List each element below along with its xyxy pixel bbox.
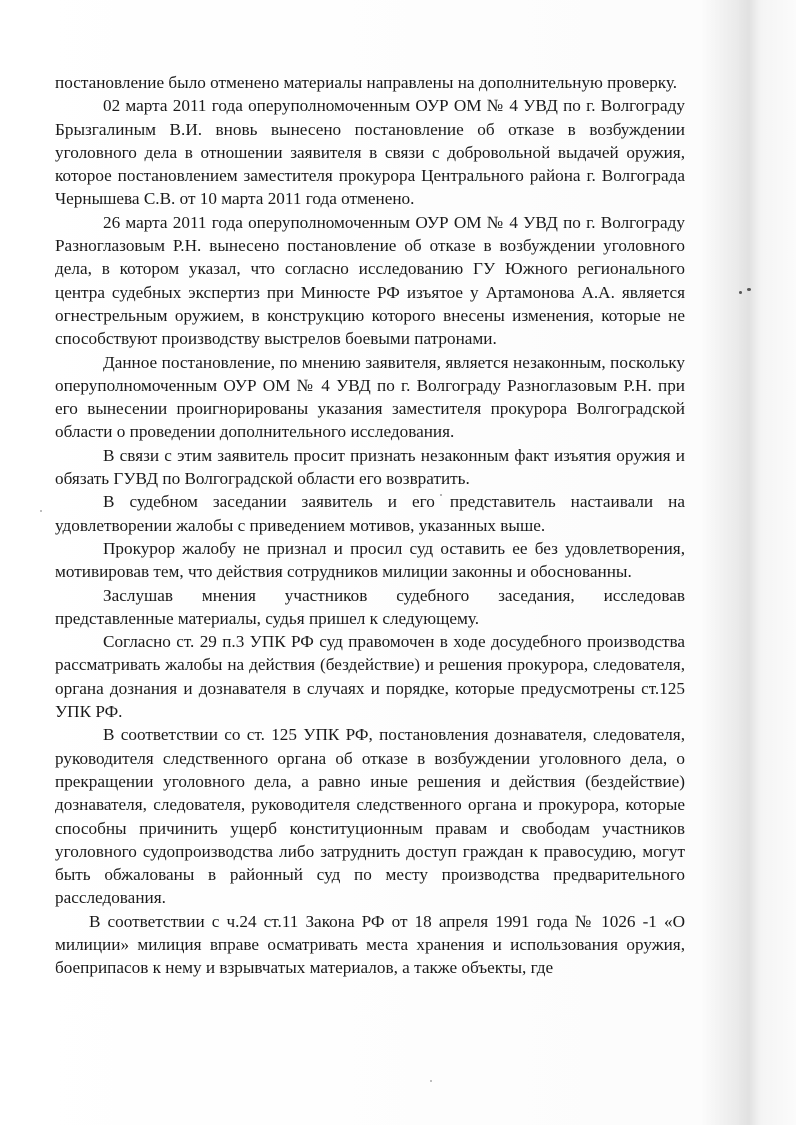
paragraph-police-law: В соответствии с ч.24 ст.11 Закона РФ от 18 апреля 1991 года № 1026 -1 «О милиции» милиция вправе осматривать места хранения и использования оружия, боеприпасов к нему и взрывчатых материалов, а также объекты, где (55, 911, 685, 978)
page-fold-shadow (738, 0, 760, 1125)
paragraph-applicant-request: В связи с этим заявитель просит признать незаконным факт изъятия оружия и обязать ГУВД по Волгоградской области его возвратить. (55, 445, 685, 489)
paragraph-article-125: В соответствии со ст. 125 УПК РФ, постановления дознавателя, следователя, руководителя следственного органа об отказе в возбуждении уголовного дела, о прекращении уголовного дела, а равно иные решения и действия (бездействие) дознавателя, следователя, руководителя следственного органа и прокурора, которые способны причинить ущерб конституционным правам и свободам участников уголовного судопроизводства либо затруднить доступ граждан к правосудию, могут быть обжалованы в районный суд по месту производства предварительного расследования. (55, 725, 685, 908)
scan-speck (739, 291, 742, 294)
scan-speck (430, 1080, 432, 1082)
paragraph-applicant-position: Данное постановление, по мнению заявителя, является незаконным, поскольку оперуполномоченным ОУР ОМ № 4 УВД по г. Волгограду Разноглазовым Р.Н. при его вынесении проигнорированы указания заместителя прокурора Волгоградской области о проведении дополнительного исследования. (55, 352, 685, 442)
paragraph-article-29: Согласно ст. 29 п.3 УПК РФ суд правомочен в ходе досудебного производства рассматривать жалобы на действия (бездействие) и решения прокурора, следователя, органа дознания и дознавателя в случаях и порядке, которые предусмотрены ст.125 УПК РФ. (55, 632, 685, 722)
paragraph-prosecutor: Прокурор жалобу не признал и просил суд оставить ее без удовлетворения, мотивировав тем, что действия сотрудников милиции законны и обоснованны. (55, 538, 685, 582)
scan-speck (747, 288, 751, 291)
paragraph-march-02: 02 марта 2011 года оперуполномоченным ОУР ОМ № 4 УВД по г. Волгограду Брызгалиным В.И. вновь вынесено постановление об отказе в возбуждении уголовного дела в отношении заявителя в связи с добровольной выдачей оружия, которое постановлением заместителя прокурора Центрального района г. Волгограда Чернышева С.В. от 10 марта 2011 года отменено. (55, 96, 685, 209)
scan-speck (40, 510, 42, 512)
paragraph-judge-conclusion: Заслушав мнения участников судебного заседания, исследовав представленные материалы, судья пришел к следующему. (55, 585, 685, 628)
paragraph-march-26: 26 марта 2011 года оперуполномоченным ОУР ОМ № 4 УВД по г. Волгограду Разноглазовым Р.Н. вынесено постановление об отказе в возбуждении уголовного дела, в котором указал, что согласно исследованию ГУ Южного регионального центра судебных экспертиз при Минюсте РФ изъятое у Артамонова А.А. является огнестрельным оружием, в конструкцию которого внесены изменения, которые не способствуют производству выстрелов боевыми патронами. (55, 212, 685, 349)
paragraph-court-session: В судебном заседании заявитель и его представитель настаивали на удовлетворении жалобы с приведением мотивов, указанных выше. (55, 492, 685, 535)
paragraph-continuation: постановление было отменено материалы направлены на дополнительную проверку. (55, 73, 678, 92)
document-body (55, 71, 685, 980)
